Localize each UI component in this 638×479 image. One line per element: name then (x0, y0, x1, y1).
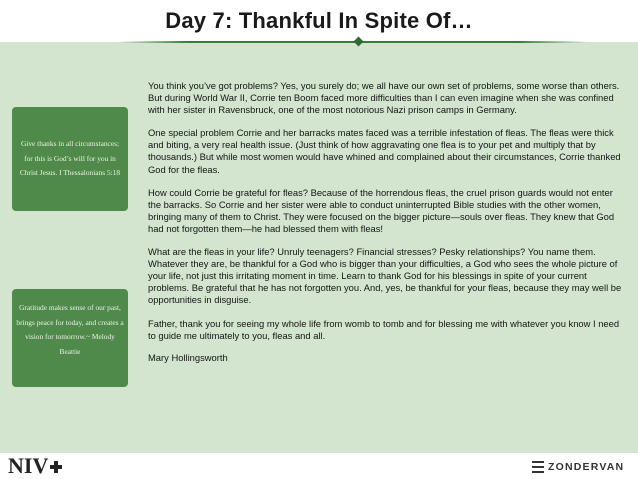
prayer-paragraph: Father, thank you for seeing my whole life from womb to tomb and for blessing me with whatever you know I need to guide me ultimately to you, fleas and all. (148, 317, 620, 341)
cross-icon (50, 461, 62, 473)
paragraph: One special problem Corrie and her barracks mates faced was a terrible infestation of fleas. The fleas were thick and biting, a very real health issue. (Just think of how aggravating one flea is to your pet and multiply that by thousands.) But while most women would have whined and complained about their circumstances, Corrie thanked God for the fleas. (148, 127, 621, 175)
slide-title: Day 7: Thankful In Spite Of… (165, 8, 473, 33)
scripture-quote-box: Give thanks in all circumstances; for this is God’s will for you in Christ Jesus. I Thessalonians 5:18 (12, 107, 128, 211)
sidebar (0, 44, 138, 444)
zondervan-mark-icon (532, 461, 544, 473)
devotional-body (148, 80, 626, 375)
zondervan-logo-text: ZONDERVAN (548, 461, 625, 473)
paragraph: What are the fleas in your life? Unruly teenagers? Financial stresses? Pesky relationships? You name them. Whatever they are, be thankful for a God who is bigger than your difficulties, a God who sees the whole picture of your life, not just this irritating moment in time. Learn to thank God for his blessings in spite of your current problems. Be grateful that he has not forgotten you. And, yes, be thankful for your fleas, because they may well be opportunities in disguise. (148, 246, 622, 306)
niv-logo-text: NIV (8, 453, 49, 478)
paragraph: How could Corrie be grateful for fleas? Because of the horrendous fleas, the cruel prison guards would not enter the barracks. So Corrie and her sister were able to conduct uninterrupted Bible studies with the other women, bringing many of them to Christ. They were focused on the bigger picture—souls over fleas. They knew that God had not forgotten them—he had blessed them with fleas! (148, 186, 615, 234)
gratitude-quote-box: Gratitude makes sense of our past, brings peace for today, and creates a vision for tomorrow.~ Melody Beattie (12, 289, 128, 387)
author-name: Mary Hollingsworth (148, 351, 228, 363)
paragraph: You think you’ve got problems? Yes, you surely do; we all have our own set of problems, some worse than others. But during World War II, Corrie ten Boom faced more difficulties than I can even imagine when she was confined with her sister in Ravensbruck, one of the most notorious Nazi prison camps in Germany. (148, 80, 620, 116)
niv-logo (8, 455, 62, 477)
zondervan-logo (532, 460, 624, 474)
